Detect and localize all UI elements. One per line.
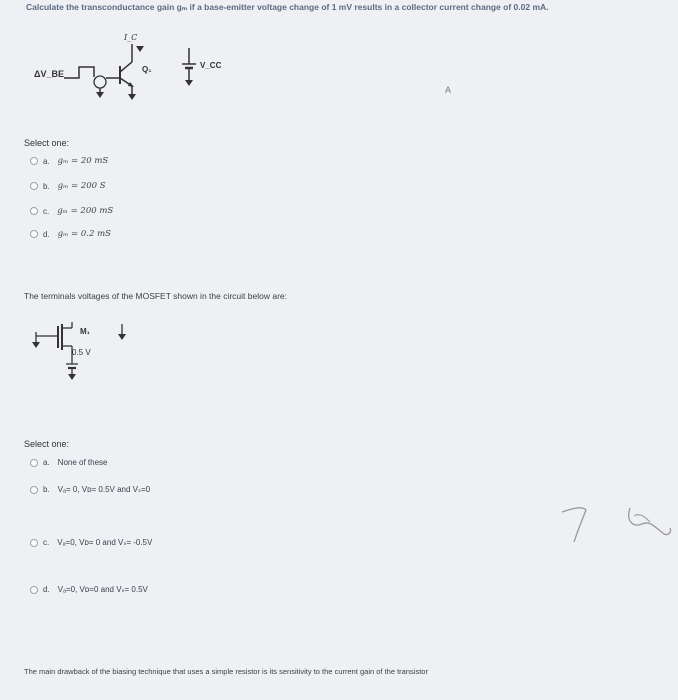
question-2-text: The terminals voltages of the MOSFET shown in the circuit below are: <box>24 291 287 301</box>
option-text: None of these <box>57 458 108 467</box>
m1-label: M₁ <box>80 327 90 336</box>
option-letter: d. <box>43 585 50 594</box>
bjt-circuit-diagram <box>24 22 264 102</box>
option-letter: d. <box>43 229 50 239</box>
radio-button[interactable] <box>30 459 38 467</box>
option-text: Vₐ=0, Vᴅ= 0 and Vₛ= -0.5V <box>57 538 153 547</box>
q2-option-a[interactable] <box>30 458 107 467</box>
option-text: gₘ = 20 mS <box>57 156 109 166</box>
question-1-header: Calculate the transconductance gain gₘ if a base-emitter voltage change of 1 mV results in a collector current change of 0.02 mA. <box>26 2 549 12</box>
question-3-text: The main drawback of the biasing technique that uses a simple resistor is its sensitivity to the current gain of the transistor <box>24 667 428 676</box>
radio-button[interactable] <box>30 207 38 215</box>
option-letter: c. <box>43 206 50 216</box>
q1-option-b[interactable] <box>30 181 106 191</box>
radio-button[interactable] <box>30 486 38 494</box>
q2-option-c[interactable] <box>30 538 152 547</box>
option-text: gₘ = 0.2 mS <box>57 229 111 239</box>
option-text: gₘ = 200 S <box>57 181 106 191</box>
q2-select-one: Select one: <box>24 439 70 449</box>
step-input-wire <box>64 67 94 78</box>
q1-option-c[interactable] <box>30 206 113 216</box>
small-mark: A <box>445 85 452 95</box>
handwritten-scribble <box>560 498 675 548</box>
source-circle <box>94 76 106 88</box>
radio-button[interactable] <box>30 230 38 238</box>
mosfet-circuit-diagram <box>28 318 148 388</box>
option-letter: a. <box>43 156 50 166</box>
option-text: Vₐ= 0, Vᴅ= 0.5V and Vₛ=0 <box>57 485 151 494</box>
dvbe-label: ΔV_BE <box>34 69 64 79</box>
q1-select-one: Select one: <box>24 138 70 148</box>
voltage-label: 0.5 V <box>72 348 91 357</box>
option-text: Vₐ=0, Vᴅ=0 and Vₛ= 0.5V <box>57 585 148 594</box>
q1-label: Q₁ <box>142 65 152 74</box>
radio-button[interactable] <box>30 157 38 165</box>
ic-label: I_C <box>124 33 138 42</box>
q2-option-b[interactable] <box>30 485 150 494</box>
radio-button[interactable] <box>30 539 38 547</box>
option-letter: a. <box>43 458 50 467</box>
q1-option-a[interactable] <box>30 156 108 166</box>
radio-button[interactable] <box>30 586 38 594</box>
q1-option-d[interactable] <box>30 229 111 239</box>
radio-button[interactable] <box>30 182 38 190</box>
q2-option-d[interactable] <box>30 585 148 594</box>
option-letter: b. <box>43 181 50 191</box>
vcc-label: V_CC <box>200 61 222 70</box>
option-text: gₘ = 200 mS <box>57 206 114 216</box>
option-letter: b. <box>43 485 50 494</box>
option-letter: c. <box>43 538 50 547</box>
